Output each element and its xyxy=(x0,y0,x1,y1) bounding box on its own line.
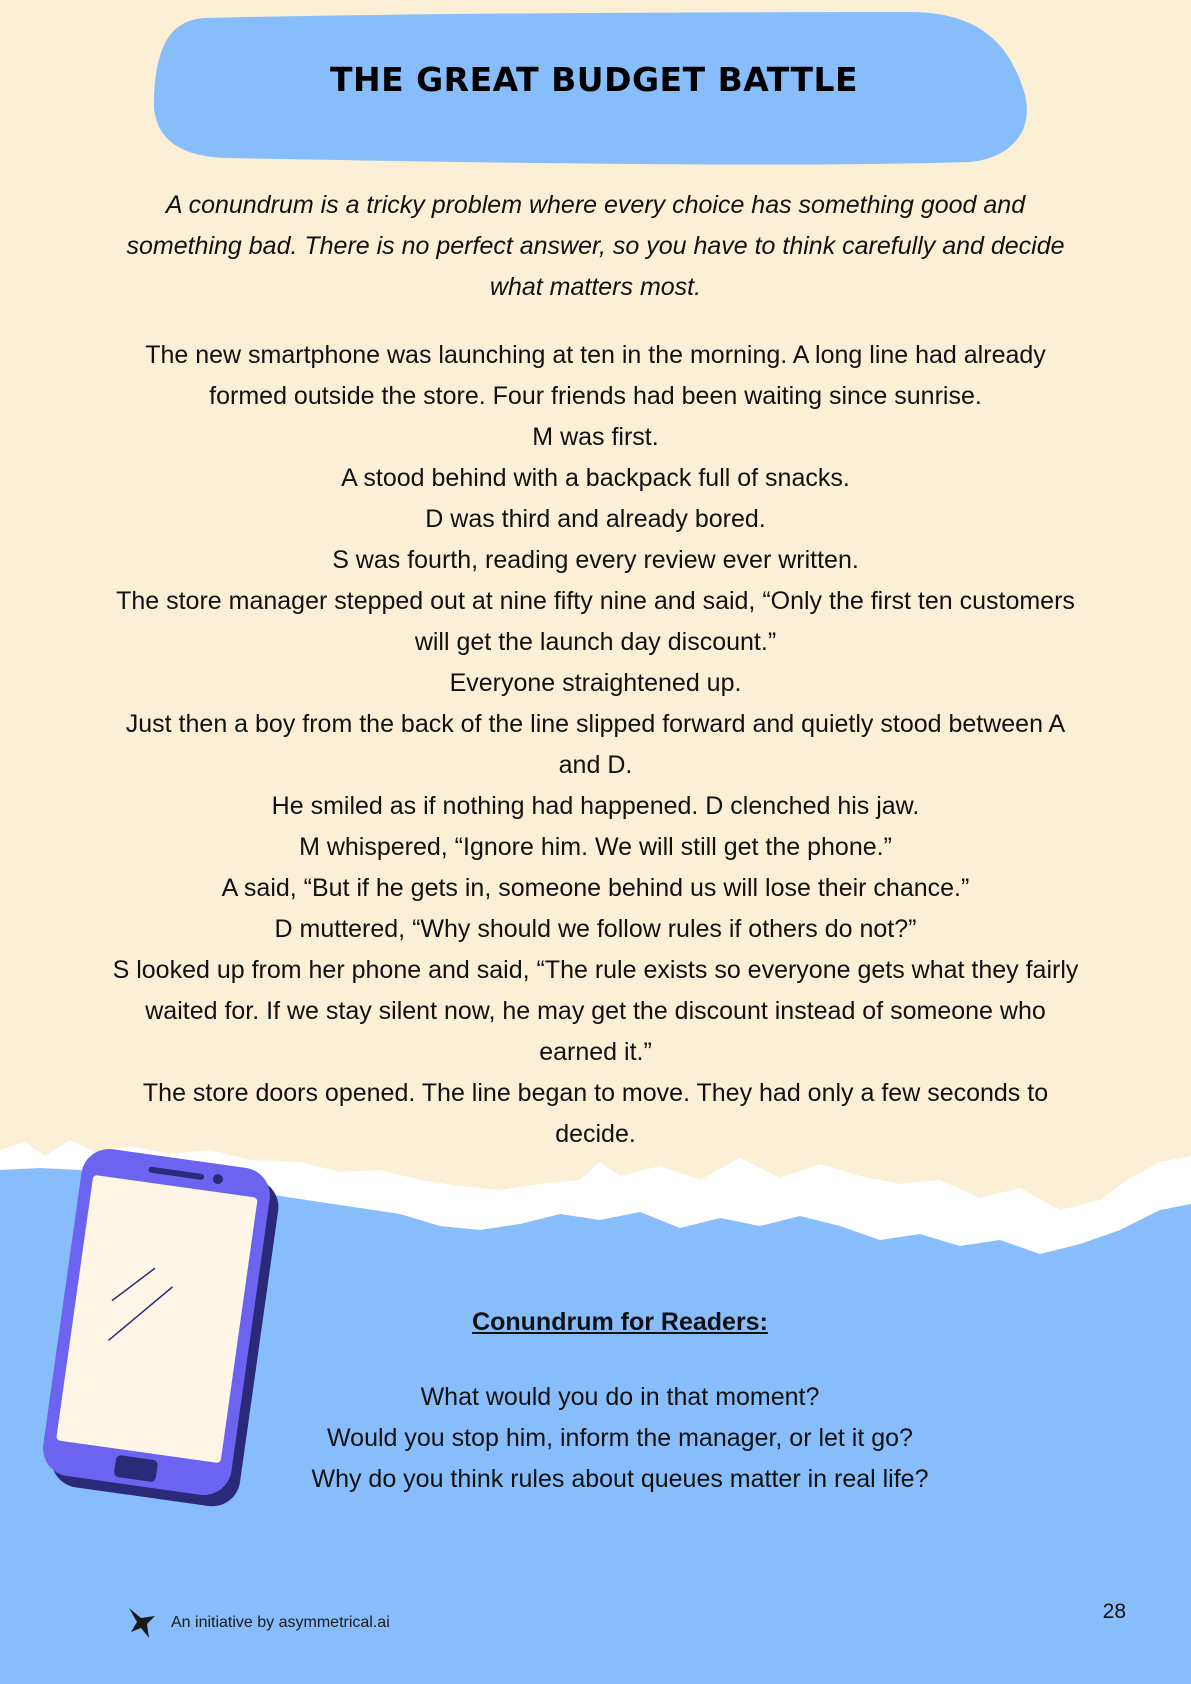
story-paragraph: S looked up from her phone and said, “The rule exists so everyone gets what they fairly waited for. If we stay silent now, he may get the discount instead of someone who earned it.” xyxy=(112,956,1079,1066)
story-paragraph: He smiled as if nothing had happened. D clenched his jaw. xyxy=(271,792,920,820)
story-paragraph: D was third and already bored. xyxy=(425,505,766,533)
story-text xyxy=(110,335,1081,1155)
story-paragraph: A said, “But if he gets in, someone behind us will lose their chance.” xyxy=(221,874,970,902)
story-paragraph: M whispered, “Ignore him. We will still get the phone.” xyxy=(299,833,892,861)
reader-question: Would you stop him, inform the manager, or let it go? xyxy=(327,1424,913,1452)
story-paragraph: Just then a boy from the back of the line slipped forward and quietly stood between A and D. xyxy=(125,710,1066,779)
story-paragraph: M was first. xyxy=(532,423,659,451)
footer-text: An initiative by asymmetrical.ai xyxy=(171,1614,390,1631)
story-paragraph: S was fourth, reading every review ever written. xyxy=(332,546,859,574)
intro-text: A conundrum is a tricky problem where every choice has something good and something bad. There is no perfect answer, so you have to think carefully and decide what matters most. xyxy=(126,191,1065,301)
story-paragraph: The store manager stepped out at nine fifty nine and said, “Only the first ten customers will get the launch day discount.” xyxy=(116,587,1075,656)
story-paragraph: Everyone straightened up. xyxy=(449,669,742,697)
reader-question: What would you do in that moment? xyxy=(420,1383,820,1411)
bird-logo-icon xyxy=(127,1606,159,1640)
story-paragraph: D muttered, “Why should we follow rules if others do not?” xyxy=(274,915,917,943)
story-paragraph: The new smartphone was launching at ten in the morning. A long line had already formed outside the store. Four friends had been waiting since sunrise. xyxy=(145,341,1046,410)
readers-heading: Conundrum for Readers: xyxy=(472,1308,768,1336)
title-banner xyxy=(150,10,1038,166)
story-paragraph: The store doors opened. The line began to move. They had only a few seconds to decide. xyxy=(142,1079,1049,1148)
story-paragraph: A stood behind with a backpack full of snacks. xyxy=(341,464,850,492)
conundrum-for-readers xyxy=(250,1305,990,1500)
page-number: 28 xyxy=(1102,1600,1126,1623)
page-title: THE GREAT BUDGET BATTLE xyxy=(329,60,859,99)
footer xyxy=(127,1606,390,1640)
reader-question: Why do you think rules about queues matter in real life? xyxy=(311,1465,929,1493)
